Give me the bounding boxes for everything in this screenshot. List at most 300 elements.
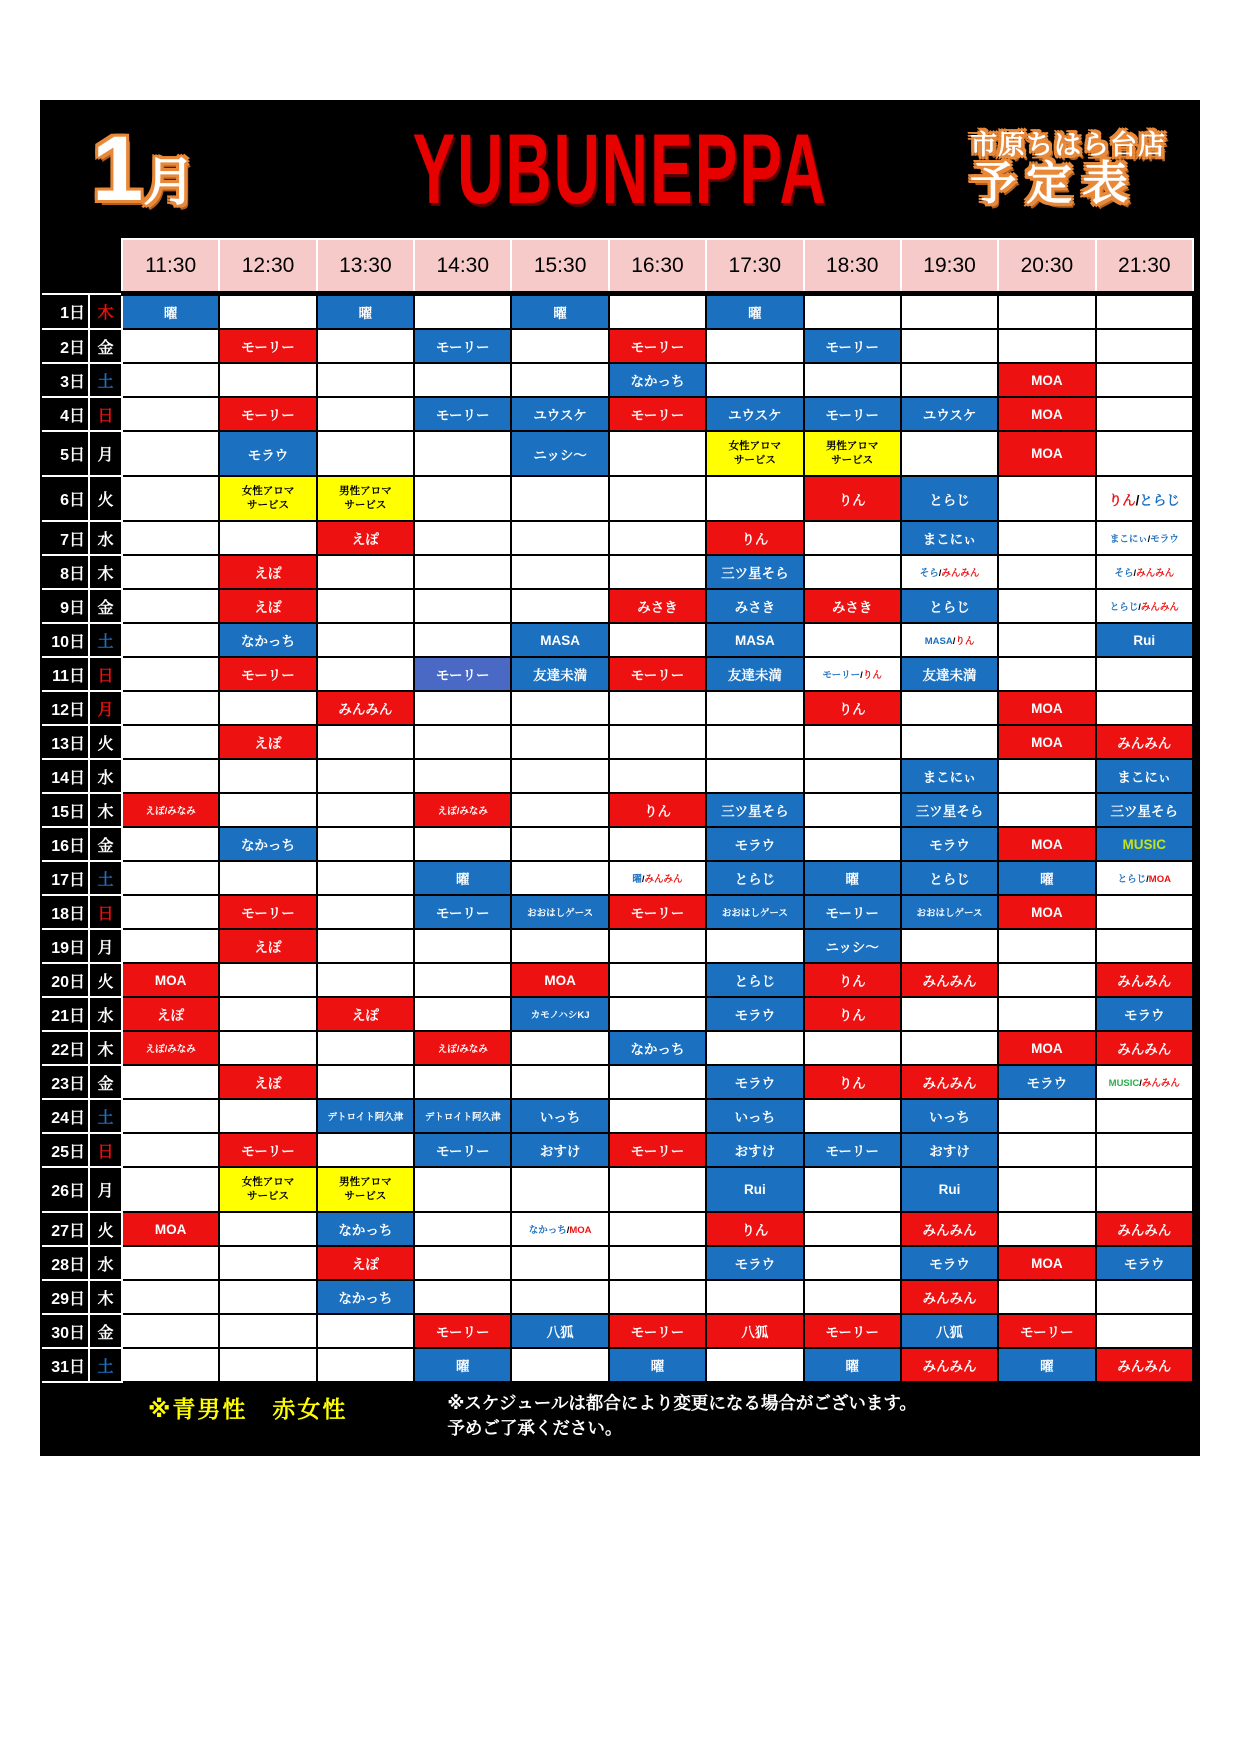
schedule-cell (219, 861, 316, 895)
schedule-cell: とらじ (706, 861, 803, 895)
schedule-cell (901, 691, 998, 725)
schedule-cell (122, 1348, 219, 1382)
schedule-cell (609, 431, 706, 476)
schedule-cell: りん (804, 963, 901, 997)
schedule-cell: モーリー (609, 397, 706, 431)
schedule-cell (609, 521, 706, 555)
schedule-cell (804, 521, 901, 555)
schedule-cell: モーリー (609, 1314, 706, 1348)
poster-header (40, 100, 1200, 238)
schedule-cell (1096, 691, 1193, 725)
schedule-row (42, 1099, 1193, 1133)
day-label: 30日 (42, 1314, 89, 1348)
schedule-cell (706, 759, 803, 793)
day-label: 12日 (42, 691, 89, 725)
schedule-cell: みさき (609, 589, 706, 623)
schedule-cell: おおはしゲース (706, 895, 803, 929)
schedule-cell: みんみん (901, 1065, 998, 1099)
schedule-cell: モラウ (706, 1246, 803, 1280)
schedule-row (42, 1246, 1193, 1280)
schedule-cell: いっち (511, 1099, 608, 1133)
schedule-cell: なかっち (219, 827, 316, 861)
time-column-header: 16:30 (609, 239, 706, 294)
day-label: 20日 (42, 963, 89, 997)
schedule-row (42, 431, 1193, 476)
schedule-cell: モーリー (219, 329, 316, 363)
day-label: 7日 (42, 521, 89, 555)
schedule-cell: 女性アロマ サービス (219, 1167, 316, 1212)
schedule-cell (317, 963, 414, 997)
schedule-cell: りん (706, 1212, 803, 1246)
schedule-cell: 曜 (511, 294, 608, 330)
schedule-cell (998, 1099, 1095, 1133)
schedule-cell (414, 1212, 511, 1246)
weekday-label: 木 (89, 555, 122, 589)
schedule-cell (998, 963, 1095, 997)
schedule-cell (804, 363, 901, 397)
schedule-cell: えぽ/みなみ (414, 1031, 511, 1065)
schedule-cell (804, 759, 901, 793)
schedule-cell: モーリー (804, 1133, 901, 1167)
schedule-cell (706, 476, 803, 521)
schedule-cell (609, 1212, 706, 1246)
schedule-cell (1096, 294, 1193, 330)
schedule-cell: ニッシ～ (804, 929, 901, 963)
store-title-block (970, 131, 1166, 208)
schedule-cell (317, 329, 414, 363)
schedule-cell (511, 929, 608, 963)
schedule-cell: Rui (1096, 623, 1193, 657)
day-label: 4日 (42, 397, 89, 431)
day-label: 29日 (42, 1280, 89, 1314)
schedule-cell (219, 1246, 316, 1280)
schedule-cell: えぽ (219, 725, 316, 759)
schedule-cell: なかっち/MOA (511, 1212, 608, 1246)
schedule-row (42, 1167, 1193, 1212)
weekday-label: 日 (89, 1133, 122, 1167)
schedule-cell (1096, 1314, 1193, 1348)
schedule-cell: 三ツ星そら (706, 793, 803, 827)
schedule-cell (122, 521, 219, 555)
schedule-row (42, 963, 1193, 997)
schedule-cell: MOA (998, 1246, 1095, 1280)
schedule-cell (219, 1280, 316, 1314)
schedule-cell: なかっち (609, 1031, 706, 1065)
schedule-cell (901, 1031, 998, 1065)
schedule-cell (511, 589, 608, 623)
schedule-cell: なかっち (219, 623, 316, 657)
schedule-cell: モーリー (219, 657, 316, 691)
schedule-cell (122, 929, 219, 963)
day-label: 5日 (42, 431, 89, 476)
schedule-cell: おすけ (706, 1133, 803, 1167)
schedule-cell: MOA (122, 1212, 219, 1246)
schedule-cell: モーリー (804, 895, 901, 929)
schedule-cell: MOA (998, 431, 1095, 476)
time-column-header: 14:30 (414, 239, 511, 294)
weekday-label: 日 (89, 397, 122, 431)
schedule-cell (998, 793, 1095, 827)
schedule-cell: りん (804, 476, 901, 521)
schedule-cell: 女性アロマ サービス (706, 431, 803, 476)
schedule-cell (609, 623, 706, 657)
schedule-cell (122, 1246, 219, 1280)
schedule-cell: まこにぃ/モラウ (1096, 521, 1193, 555)
schedule-cell (414, 294, 511, 330)
schedule-cell: 友達未満 (706, 657, 803, 691)
schedule-cell: みんみん (901, 963, 998, 997)
schedule-cell (511, 759, 608, 793)
schedule-cell (219, 363, 316, 397)
weekday-label: 月 (89, 431, 122, 476)
schedule-cell: モーリー (219, 1133, 316, 1167)
schedule-cell (414, 555, 511, 589)
schedule-cell (317, 793, 414, 827)
schedule-cell (511, 1348, 608, 1382)
day-label: 13日 (42, 725, 89, 759)
schedule-cell (317, 397, 414, 431)
schedule-cell: とらじ/MOA (1096, 861, 1193, 895)
schedule-cell (317, 827, 414, 861)
schedule-cell: MASA/りん (901, 623, 998, 657)
schedule-cell: Rui (706, 1167, 803, 1212)
day-label: 22日 (42, 1031, 89, 1065)
schedule-cell: みんみん (901, 1212, 998, 1246)
schedule-cell: まこにぃ (1096, 759, 1193, 793)
day-label: 9日 (42, 589, 89, 623)
schedule-cell (998, 294, 1095, 330)
schedule-cell: なかっち (317, 1280, 414, 1314)
schedule-row (42, 759, 1193, 793)
schedule-cell (804, 827, 901, 861)
schedule-cell (609, 294, 706, 330)
schedule-cell: 曜 (122, 294, 219, 330)
schedule-cell (511, 691, 608, 725)
schedule-cell (122, 363, 219, 397)
schedule-cell (317, 589, 414, 623)
time-column-header: 13:30 (317, 239, 414, 294)
schedule-cell (998, 997, 1095, 1031)
day-label: 1日 (42, 294, 89, 330)
schedule-cell: モラウ (998, 1065, 1095, 1099)
schedule-cell (804, 1212, 901, 1246)
day-label: 15日 (42, 793, 89, 827)
schedule-cell (609, 1246, 706, 1280)
schedule-cell (414, 827, 511, 861)
schedule-cell: モラウ (901, 1246, 998, 1280)
schedule-cell (804, 1280, 901, 1314)
schedule-row (42, 1314, 1193, 1348)
schedule-cell: 男性アロマ サービス (317, 1167, 414, 1212)
schedule-cell (1096, 1099, 1193, 1133)
schedule-cell (414, 1246, 511, 1280)
schedule-cell: なかっち (317, 1212, 414, 1246)
day-label: 27日 (42, 1212, 89, 1246)
schedule-cell (511, 476, 608, 521)
schedule-cell: MOA (998, 827, 1095, 861)
time-column-header: 19:30 (901, 239, 998, 294)
time-column-header: 21:30 (1096, 239, 1193, 294)
schedule-cell (901, 997, 998, 1031)
schedule-cell: モーリー (414, 1314, 511, 1348)
schedule-title: 予定表 (970, 157, 1138, 210)
schedule-cell: モラウ (706, 827, 803, 861)
schedule-cell: ユウスケ (511, 397, 608, 431)
schedule-row (42, 929, 1193, 963)
schedule-cell (219, 759, 316, 793)
schedule-cell: えぽ (317, 1246, 414, 1280)
schedule-cell: モラウ (1096, 1246, 1193, 1280)
day-label: 18日 (42, 895, 89, 929)
schedule-cell (511, 1280, 608, 1314)
schedule-cell: カモノハシKJ (511, 997, 608, 1031)
corner-cell (42, 239, 122, 294)
schedule-cell (414, 963, 511, 997)
schedule-cell (1096, 397, 1193, 431)
schedule-cell (122, 1167, 219, 1212)
schedule-cell: りん (609, 793, 706, 827)
weekday-label: 金 (89, 827, 122, 861)
schedule-cell (511, 521, 608, 555)
schedule-cell: モーリー (414, 329, 511, 363)
schedule-cell (804, 1167, 901, 1212)
schedule-cell: MASA (706, 623, 803, 657)
poster-footer (40, 1391, 1200, 1440)
schedule-cell: Rui (901, 1167, 998, 1212)
schedule-cell: デトロイト阿久津 (414, 1099, 511, 1133)
weekday-label: 火 (89, 1212, 122, 1246)
schedule-cell (804, 793, 901, 827)
schedule-row (42, 657, 1193, 691)
schedule-cell: りん (804, 1065, 901, 1099)
schedule-cell (511, 555, 608, 589)
schedule-row (42, 861, 1193, 895)
schedule-cell (901, 329, 998, 363)
schedule-cell (219, 997, 316, 1031)
schedule-cell (511, 725, 608, 759)
schedule-cell (122, 1099, 219, 1133)
schedule-cell (122, 861, 219, 895)
schedule-cell (609, 759, 706, 793)
schedule-cell (219, 963, 316, 997)
schedule-cell: MOA (998, 725, 1095, 759)
schedule-cell: まこにぃ (901, 521, 998, 555)
schedule-body (42, 294, 1193, 1383)
schedule-row (42, 363, 1193, 397)
schedule-cell (219, 793, 316, 827)
schedule-cell (219, 1031, 316, 1065)
schedule-cell: なかっち (609, 363, 706, 397)
schedule-cell: モーリー (219, 397, 316, 431)
time-column-header: 18:30 (804, 239, 901, 294)
schedule-cell (1096, 1280, 1193, 1314)
schedule-cell (511, 1246, 608, 1280)
schedule-cell: りん/とらじ (1096, 476, 1193, 521)
schedule-cell: モーリー (219, 895, 316, 929)
schedule-cell: ユウスケ (901, 397, 998, 431)
month-unit: 月 (143, 154, 196, 212)
schedule-cell: えぽ (317, 997, 414, 1031)
schedule-cell: 八狐 (706, 1314, 803, 1348)
schedule-cell (706, 363, 803, 397)
schedule-cell: MOA (122, 963, 219, 997)
schedule-cell: みんみん (1096, 1348, 1193, 1382)
schedule-cell (317, 929, 414, 963)
schedule-cell: モラウ (219, 431, 316, 476)
time-column-header: 12:30 (219, 239, 316, 294)
schedule-row (42, 997, 1193, 1031)
schedule-cell (122, 623, 219, 657)
schedule-cell: とらじ/みんみん (1096, 589, 1193, 623)
schedule-cell (998, 657, 1095, 691)
schedule-cell: モラウ (706, 1065, 803, 1099)
schedule-cell (317, 1314, 414, 1348)
schedule-cell: 八狐 (901, 1314, 998, 1348)
schedule-row (42, 1212, 1193, 1246)
weekday-label: 水 (89, 1246, 122, 1280)
schedule-row (42, 1031, 1193, 1065)
schedule-cell (511, 363, 608, 397)
day-label: 2日 (42, 329, 89, 363)
schedule-cell (998, 1212, 1095, 1246)
weekday-label: 金 (89, 1065, 122, 1099)
disclaimer-line1: ※スケジュールは都合により変更になる場合がございます。 (447, 1393, 917, 1413)
schedule-cell (609, 555, 706, 589)
schedule-cell: MOA (998, 691, 1095, 725)
schedule-cell: 三ツ星そら (1096, 793, 1193, 827)
day-label: 8日 (42, 555, 89, 589)
schedule-row (42, 793, 1193, 827)
schedule-cell (609, 929, 706, 963)
schedule-row (42, 1065, 1193, 1099)
time-column-header: 20:30 (998, 239, 1095, 294)
schedule-cell: 曜 (609, 1348, 706, 1382)
schedule-cell: モーリー (609, 657, 706, 691)
schedule-cell: えぽ (219, 1065, 316, 1099)
schedule-cell: みさき (706, 589, 803, 623)
schedule-cell (414, 623, 511, 657)
schedule-row (42, 725, 1193, 759)
schedule-cell (804, 555, 901, 589)
schedule-cell (414, 521, 511, 555)
schedule-cell: みんみん (1096, 725, 1193, 759)
shop-logo-title: YUBUNEPPA (412, 113, 828, 225)
schedule-cell (1096, 895, 1193, 929)
schedule-cell: 友達未満 (901, 657, 998, 691)
schedule-cell (317, 759, 414, 793)
weekday-label: 土 (89, 363, 122, 397)
schedule-cell: みんみん (1096, 1031, 1193, 1065)
schedule-cell (219, 294, 316, 330)
schedule-cell: えぽ (122, 997, 219, 1031)
schedule-cell: MOA (998, 397, 1095, 431)
schedule-cell (609, 963, 706, 997)
schedule-cell (706, 1280, 803, 1314)
schedule-row (42, 294, 1193, 330)
schedule-cell: えぽ/みなみ (122, 793, 219, 827)
schedule-cell (122, 1065, 219, 1099)
schedule-cell: 曜 (414, 861, 511, 895)
schedule-cell: みんみん (901, 1280, 998, 1314)
month-number: 1 (92, 118, 144, 220)
time-column-header: 11:30 (122, 239, 219, 294)
schedule-cell: 友達未満 (511, 657, 608, 691)
day-label: 28日 (42, 1246, 89, 1280)
schedule-cell: そら/みんみん (901, 555, 998, 589)
schedule-cell: おおはしゲース (901, 895, 998, 929)
time-column-header: 15:30 (511, 239, 608, 294)
schedule-cell (219, 691, 316, 725)
schedule-cell (219, 1314, 316, 1348)
weekday-label: 水 (89, 997, 122, 1031)
schedule-cell (1096, 363, 1193, 397)
weekday-label: 木 (89, 793, 122, 827)
weekday-label: 金 (89, 1314, 122, 1348)
weekday-label: 日 (89, 895, 122, 929)
schedule-cell (317, 861, 414, 895)
schedule-cell (998, 1167, 1095, 1212)
schedule-cell (706, 929, 803, 963)
schedule-cell: みんみん (1096, 1212, 1193, 1246)
schedule-cell (998, 1133, 1095, 1167)
schedule-cell: MUSIC (1096, 827, 1193, 861)
schedule-cell: えぽ (219, 929, 316, 963)
schedule-cell (219, 1212, 316, 1246)
weekday-label: 金 (89, 589, 122, 623)
time-header-row (42, 239, 1193, 294)
schedule-cell: モーリー (414, 1133, 511, 1167)
schedule-cell (122, 1314, 219, 1348)
weekday-label: 月 (89, 691, 122, 725)
schedule-cell: MOA (998, 363, 1095, 397)
schedule-cell (122, 1133, 219, 1167)
schedule-cell (609, 1280, 706, 1314)
schedule-cell: みんみん (317, 691, 414, 725)
schedule-row (42, 895, 1193, 929)
schedule-cell (998, 521, 1095, 555)
schedule-cell (122, 431, 219, 476)
schedule-cell (1096, 1167, 1193, 1212)
schedule-cell: 八狐 (511, 1314, 608, 1348)
schedule-cell: デトロイト阿久津 (317, 1099, 414, 1133)
day-label: 16日 (42, 827, 89, 861)
schedule-cell: モーリー (414, 397, 511, 431)
schedule-cell (122, 895, 219, 929)
schedule-cell: まこにぃ (901, 759, 998, 793)
schedule-cell (317, 363, 414, 397)
schedule-cell (609, 691, 706, 725)
schedule-cell (414, 476, 511, 521)
schedule-cell (317, 1133, 414, 1167)
schedule-cell: 曜 (414, 1348, 511, 1382)
schedule-cell: おおはしゲース (511, 895, 608, 929)
day-label: 26日 (42, 1167, 89, 1212)
schedule-cell: そら/みんみん (1096, 555, 1193, 589)
schedule-cell: MOA (511, 963, 608, 997)
schedule-row (42, 329, 1193, 363)
day-label: 24日 (42, 1099, 89, 1133)
schedule-cell: ニッシ～ (511, 431, 608, 476)
schedule-cell (706, 1348, 803, 1382)
weekday-label: 火 (89, 963, 122, 997)
day-label: 25日 (42, 1133, 89, 1167)
schedule-cell (998, 929, 1095, 963)
schedule-cell (414, 725, 511, 759)
weekday-label: 金 (89, 329, 122, 363)
schedule-row (42, 476, 1193, 521)
schedule-cell (609, 997, 706, 1031)
weekday-label: 木 (89, 1280, 122, 1314)
